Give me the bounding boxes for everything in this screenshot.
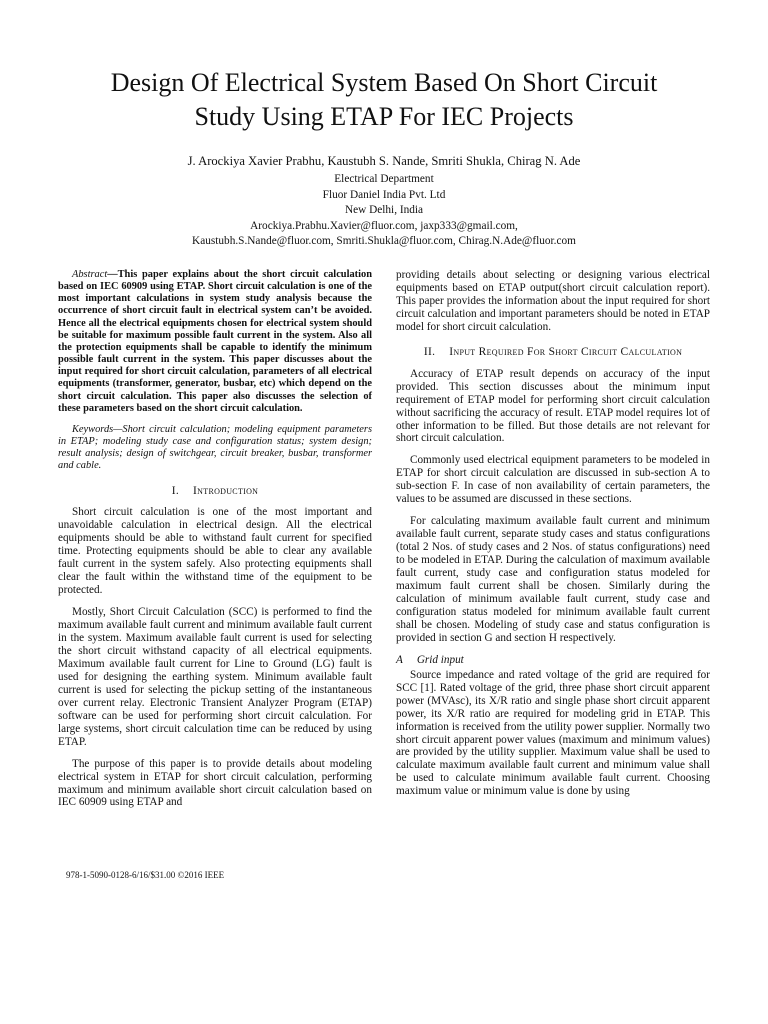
section-heading-introduction (58, 485, 372, 498)
paper-title (40, 66, 728, 134)
intro-paragraph-1: Short circuit calculation is one of the most important and unavoidable calculation in electrical design. All the electrical equipments should be able to withstand fault current for specified time. Protecting equipments should be able to clear any available fault current in the system safely. Also protecting equipments shall clear the fault within the withstand time of the equipment to be protected. (58, 506, 372, 597)
affiliation-department: Electrical Department (334, 173, 434, 185)
right-column (396, 269, 710, 798)
intro-paragraph-3-continued: providing details about selecting or designing various electrical equipments based on ETAP output(short circuit calculation report). This paper provides the information about the input required for short circuit calculation and important parameters should be noted in ETAP model for short circuit calculation. (396, 269, 710, 333)
subsection-title: Grid input (416, 653, 464, 666)
subsection-letter: A (396, 653, 403, 666)
section-number: I. (171, 484, 180, 497)
abstract (58, 269, 372, 415)
title-line-2: Study Using ETAP For IEC Projects (194, 102, 574, 131)
intro-paragraph-3: The purpose of this paper is to provide details about modeling electrical system in ETAP for short circuit calculation, performing maximum and minimum available short circuit calculation based on IEC 60909 using ETAP and (58, 757, 372, 809)
author-list: J. Arockiya Xavier Prabhu, Kaustubh S. Nande, Smriti Shukla, Chirag N. Ade (187, 154, 581, 168)
keywords: Keywords—Short circuit calculation; modeling equipment parameters in ETAP; modeling study case and configuration status; system design; result analysis; design of switchgear, circuit breaker, busbar, transformer and cable. (58, 423, 372, 472)
author-emails-line-1: Arockiya.Prabhu.Xavier@fluor.com, jaxp333@gmail.com, (250, 219, 518, 232)
intro-paragraph-2: Mostly, Short Circuit Calculation (SCC) is performed to find the maximum available fault current and minimum available fault current in the system. Maximum available fault current is used for selecting the short circuit withstand capacity of all electrical equipments. Maximum available fault current for Line to Ground (LG) fault is used for designing the earthing system. Minimum available fault current is used for selecting the pickup setting of the instantaneous over current relay. Electronic Transient Analyzer Program (ETAP) software can be used for performing short circuit calculation. For large systems, short circuit calculation time can be reduced by using ETAP. (58, 606, 372, 748)
abstract-label: Abstract (72, 269, 108, 280)
title-line-1: Design Of Electrical System Based On Short Circuit (110, 68, 658, 97)
subsection-heading-grid-input (396, 654, 710, 667)
section-title: Introduction (193, 484, 259, 497)
section2-paragraph-1: Accuracy of ETAP result depends on accuracy of the input provided. This section discusses about the minimum input requirement of ETAP model for performing short circuit calculation without sacrificing the accuracy of result. ETAP model requires lot of other information to be filled. But those details are not relevant for short circuit calculation. (396, 367, 710, 445)
affiliation-company: Fluor Daniel India Pvt. Ltd (322, 188, 446, 201)
affiliation-city: New Delhi, India (344, 204, 424, 216)
section-number: II. (423, 345, 436, 358)
author-emails-line-2: Kaustubh.S.Nande@fluor.com, Smriti.Shukla@fluor.com, Chirag.N.Ade@fluor.com (192, 235, 576, 247)
affiliation-block (40, 172, 728, 250)
grid-input-paragraph: Source impedance and rated voltage of the grid are required for SCC [1]. Rated voltage of the grid, three phase short circuit apparent power (MVAsc), its X/R ratio and single phase short circuit apparent power, its X/R ratio are required for modeling grid in ETAP. This information is received from the utility power supplier. Normally two short circuit apparent power values (maximum and minimum values) are provided by the utility supplier. Maximum value shall be used to calculate maximum available fault current and minimum value shall be used to calculate minimum available fault current. Choosing maximum value or minimum value is done by using (396, 668, 710, 798)
copyright-footer: 978-1-5090-0128-6/16/$31.00 ©2016 IEEE (66, 870, 225, 880)
section2-paragraph-2: Commonly used electrical equipment parameters to be modeled in ETAP for short circuit calculation are discussed in sub-section A to sub-section F. In case of non availability of certain parameters, the values to be assumed are discussed in these sections. (396, 454, 710, 506)
section-title: Input Required For Short Circuit Calculation (449, 345, 683, 358)
section-heading-input-required (396, 346, 710, 359)
left-column (58, 269, 372, 809)
section2-paragraph-3: For calculating maximum available fault current and minimum available fault current, separate study cases and status configurations (total 2 Nos. of study cases and 2 Nos. of status configurations) need to be modeled in ETAP. During the calculation of maximum available fault current, study case and configuration status modeled for maximum fault current shall be chosen. Similarly during the calculation of minimum available fault current, study case and configuration status modeled for minimum available fault current shall be chosen. Modeling of study case and status configuration is provided in section G and section H respectively. (396, 515, 710, 644)
abstract-text: —This paper explains about the short circuit calculation based on IEC 60909 using ETAP. Short circuit calculation is one of the most important calculations in system study analysis because the occurrence of short circuit fault in electrical system can’t be avoided. Hence all the electrical equipments chosen for electrical system should be suitable for maximum possible fault current in the system. Also all the protection equipments shall be capable to identify the minimum possible fault current in the system. This paper discusses about the input required for short circuit calculation, parameters of all electrical equipments (transformer, generator, busbar, etc) which depend on the short circuit calculation. This paper also discusses the selection of these parameters based on the short circuit calculation. (58, 269, 372, 414)
